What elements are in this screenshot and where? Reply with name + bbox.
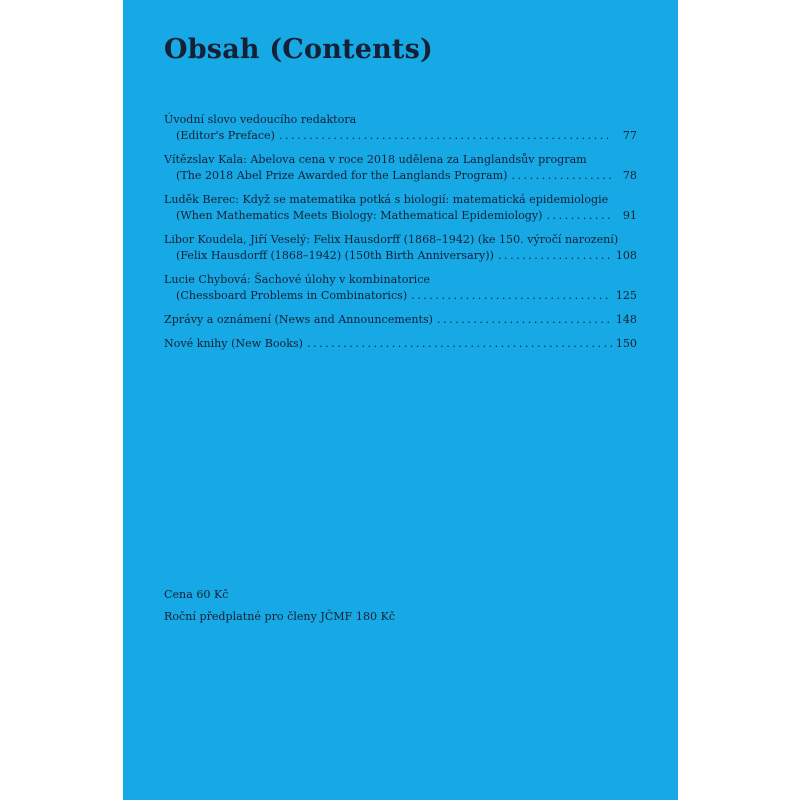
toc-page-number: 78: [622, 169, 637, 182]
toc-entry: [164, 336, 637, 352]
dot-leader: [411, 288, 612, 304]
toc-entry-subtitle-row: [164, 208, 637, 224]
toc-entry: [164, 112, 637, 144]
toc-entry: [164, 192, 637, 224]
toc-page-number: 150: [615, 337, 637, 350]
toc-entry-subtitle-row: [164, 288, 637, 304]
toc-entry-row: [164, 312, 637, 328]
toc-entry: [164, 272, 637, 304]
toc-page-number: 125: [615, 289, 637, 302]
dot-leader: [307, 336, 612, 352]
dot-leader: [437, 312, 612, 328]
table-of-contents: [164, 112, 637, 360]
back-cover: [123, 0, 678, 800]
toc-entry-title: Nové knihy (New Books): [164, 337, 303, 350]
toc-entry: [164, 232, 637, 264]
toc-page-number: 91: [622, 209, 637, 222]
toc-page-number: 108: [615, 249, 637, 262]
toc-entry-subtitle-row: [164, 168, 637, 184]
dot-leader: [511, 168, 613, 184]
toc-entry-subtitle: (The 2018 Abel Prize Awarded for the Langlands Program): [176, 169, 508, 182]
toc-entry-title: Zprávy a oznámení (News and Announcements): [164, 313, 433, 326]
dot-leader: [547, 208, 614, 224]
toc-entry-subtitle: (Chessboard Problems in Combinatorics): [176, 289, 408, 302]
price-info: [164, 584, 395, 628]
toc-entry-title: Úvodní slovo vedoucího redaktora: [164, 113, 357, 126]
toc-entry: [164, 312, 637, 328]
dot-leader: [279, 128, 613, 144]
toc-entry: [164, 152, 637, 184]
toc-entry-subtitle-row: [164, 128, 637, 144]
page-title: Obsah (Contents): [164, 34, 433, 65]
toc-entry-title: Lucie Chybová: Šachové úlohy v kombinatorice: [164, 273, 431, 286]
toc-page-number: 148: [615, 313, 637, 326]
toc-entry-subtitle: (Editor's Preface): [176, 129, 275, 142]
dot-leader: [498, 248, 612, 264]
toc-entry-title: Luděk Berec: Když se matematika potká s biologií: matematická epidemiologie: [164, 193, 609, 206]
toc-page-number: 77: [622, 129, 637, 142]
toc-entry-subtitle-row: [164, 248, 637, 264]
single-issue-price: Cena 60 Kč: [164, 588, 229, 601]
toc-entry-title: Vítězslav Kala: Abelova cena v roce 2018 udělena za Langlandsův program: [164, 153, 587, 166]
toc-entry-subtitle: (When Mathematics Meets Biology: Mathematical Epidemiology): [176, 209, 543, 222]
toc-entry-subtitle: (Felix Hausdorff (1868–1942) (150th Birth Anniversary)): [176, 249, 494, 262]
toc-entry-row: [164, 336, 637, 352]
toc-entry-title: Libor Koudela, Jiří Veselý: Felix Hausdorff (1868–1942) (ke 150. výročí narození): [164, 233, 619, 246]
subscription-price: Roční předplatné pro členy JČMF 180 Kč: [164, 610, 396, 623]
